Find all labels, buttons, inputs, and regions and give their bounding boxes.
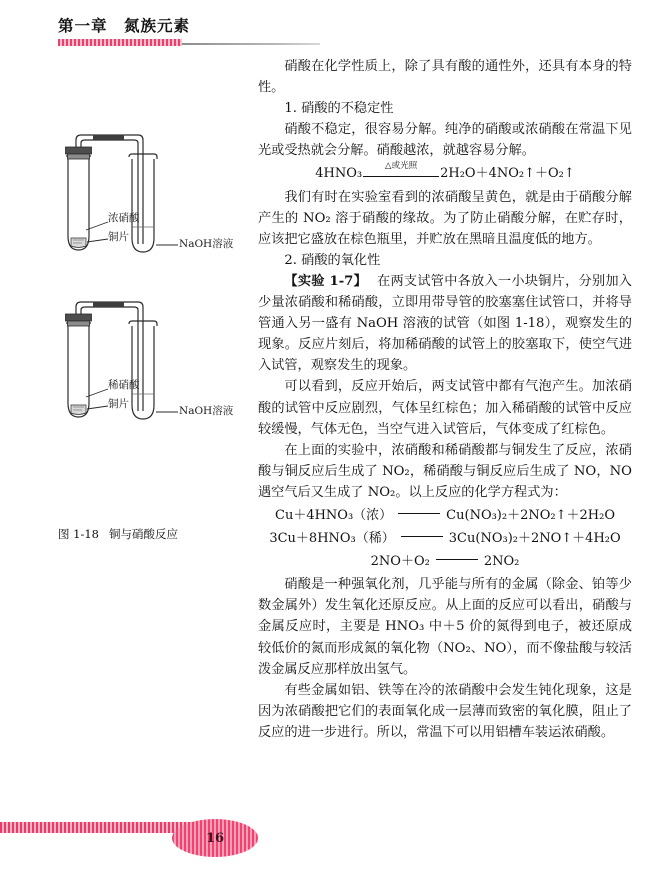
rubber-stopper-icon — [66, 314, 92, 326]
equation-cu-dilute — [258, 528, 632, 549]
paragraph-observation: 可以看到，反应开始后，两支试管中都有气泡产生。加浓硝酸的试管中反应剧烈，气体呈红棕色；加入稀硝酸的试管中反应较缓慢，气体无色，当空气进入试管后，气体变成了红棕色。 — [258, 379, 632, 437]
reaction-arrow-bar — [398, 513, 440, 515]
main-text-column — [258, 56, 632, 743]
tube-clamp-icon — [93, 302, 124, 308]
figure-column — [46, 126, 246, 541]
apparatus-concentrated — [46, 126, 246, 266]
experiment-text: 在两支试管中各放入一小块铜片，分别加入少量浓硝酸和稀硝酸，立即用带导管的胶塞塞住试管口，并将导管通入另一盛有 NaOH 溶液的试管（如图 1-18），观察发生的现象。反应片刻后，将加稀硝酸的试管上的胶塞取下，使空气进入试管，观察发生的现象。 — [258, 273, 632, 374]
copper-piece-icon — [71, 238, 86, 248]
reaction-arrow-bar — [363, 176, 439, 178]
paragraph-passivation: 有些金属如铝、铁等在冷的浓硝酸中会发生钝化现象，这是因为浓硝酸把它们的表面氧化成一层薄而致密的氧化膜，阻止了反应的进一步进行。所以，常温下可以用铝槽车装运浓硝酸。 — [258, 682, 632, 740]
figure-caption-text: 铜与硝酸反应 — [109, 527, 178, 541]
paragraph-instability: 硝酸不稳定，很容易分解。纯净的硝酸或浓硝酸在常温下见光或受热就会分解。硝酸越浓，就越容易分解。 — [258, 122, 632, 159]
equation-no-oxidation-left: 2NO＋O₂ — [370, 554, 430, 570]
chapter-title: 第一章 氮族元素 — [58, 16, 191, 35]
figure-caption — [58, 526, 278, 542]
equation-cu-dilute-left: 3Cu＋8HNO₃（稀） — [269, 531, 395, 547]
equation-decomposition-left: 4HNO₃ — [315, 166, 363, 182]
label-concentrated-acid: 浓硝酸 — [108, 212, 140, 224]
paragraph-yellow-color: 我们有时在实验室看到的浓硝酸呈黄色，就是由于硝酸分解产生的 NO₂ 溶于硝酸的缘故。为了防止硝酸分解，在贮存时，应该把它盛放在棕色瓶里，并贮放在黑暗且温度低的地方。 — [258, 189, 632, 247]
equation-cu-dilute-right: 3Cu(NO₃)₂＋2NO↑＋4H₂O — [448, 531, 621, 547]
page-number: 16 — [205, 830, 225, 846]
header-decorative-rule — [58, 38, 320, 46]
reaction-condition-label: △或光照 — [384, 160, 418, 171]
heading-oxidizing: 2. 硝酸的氧化性 — [284, 252, 381, 268]
equation-cu-concentrated-left: Cu＋4HNO₃（浓） — [275, 507, 393, 523]
equation-decomposition — [258, 160, 632, 184]
equation-cu-concentrated-right: Cu(NO₃)₂＋2NO₂↑＋2H₂O — [446, 507, 615, 523]
label-copper-piece-bottom: 铜片 — [108, 398, 129, 410]
apparatus-dilute — [46, 293, 246, 433]
reaction-arrow-bar — [401, 536, 443, 538]
figure-caption-number: 图 1-18 — [58, 527, 99, 541]
paragraph-intro: 硝酸在化学性质上，除了具有酸的通性外，还具有本身的特性。 — [258, 59, 632, 96]
header-grey-line — [182, 43, 320, 45]
equation-no-oxidation-right: 2NO₂ — [483, 554, 520, 570]
label-naoh-solution-top: NaOH溶液 — [179, 238, 234, 250]
equation-cu-concentrated — [258, 505, 632, 526]
tube-clamp-icon — [93, 135, 124, 141]
label-naoh-solution-bottom: NaOH溶液 — [179, 405, 234, 417]
experiment-block — [258, 271, 632, 376]
paragraph-reaction-summary: 在上面的实验中，浓硝酸和稀硝酸都与铜发生了反应，浓硝酸与铜反应后生成了 NO₂，稀硝酸与铜反应后生成了 NO，NO 遇空气后又生成了 NO₂。以上反应的化学方程式为： — [258, 442, 632, 500]
rubber-stopper-icon — [66, 147, 92, 159]
paragraph-strong-oxidizer: 硝酸是一种强氧化剂，几乎能与所有的金属（除金、铂等少数金属外）发生氧化还原反应。从上面的反应可以看出，硝酸与金属反应时，主要是 HNO₃ 中＋5 价的氮得到电子，被还原成较低价的氮而形成氮的氧化物（NO₂、NO），而不像盐酸与较活泼金属反应那样放出氢气。 — [258, 577, 632, 677]
footer-decorative-bar — [0, 822, 196, 833]
heading-instability: 1. 硝酸的不稳定性 — [284, 101, 394, 117]
experiment-tag: 【实验 1-7】 — [284, 273, 368, 289]
copper-piece-icon — [71, 405, 86, 415]
label-dilute-acid: 稀硝酸 — [108, 379, 140, 391]
equation-decomposition-right: 2H₂O＋4NO₂↑＋O₂↑ — [440, 166, 575, 182]
equation-no-oxidation — [258, 551, 632, 572]
label-copper-piece-top: 铜片 — [108, 231, 129, 243]
running-header — [58, 14, 618, 46]
page-number-badge — [172, 819, 258, 857]
header-stripe-segment — [58, 39, 182, 46]
reaction-condition-arrow — [363, 160, 439, 181]
reaction-arrow-bar — [436, 559, 478, 561]
